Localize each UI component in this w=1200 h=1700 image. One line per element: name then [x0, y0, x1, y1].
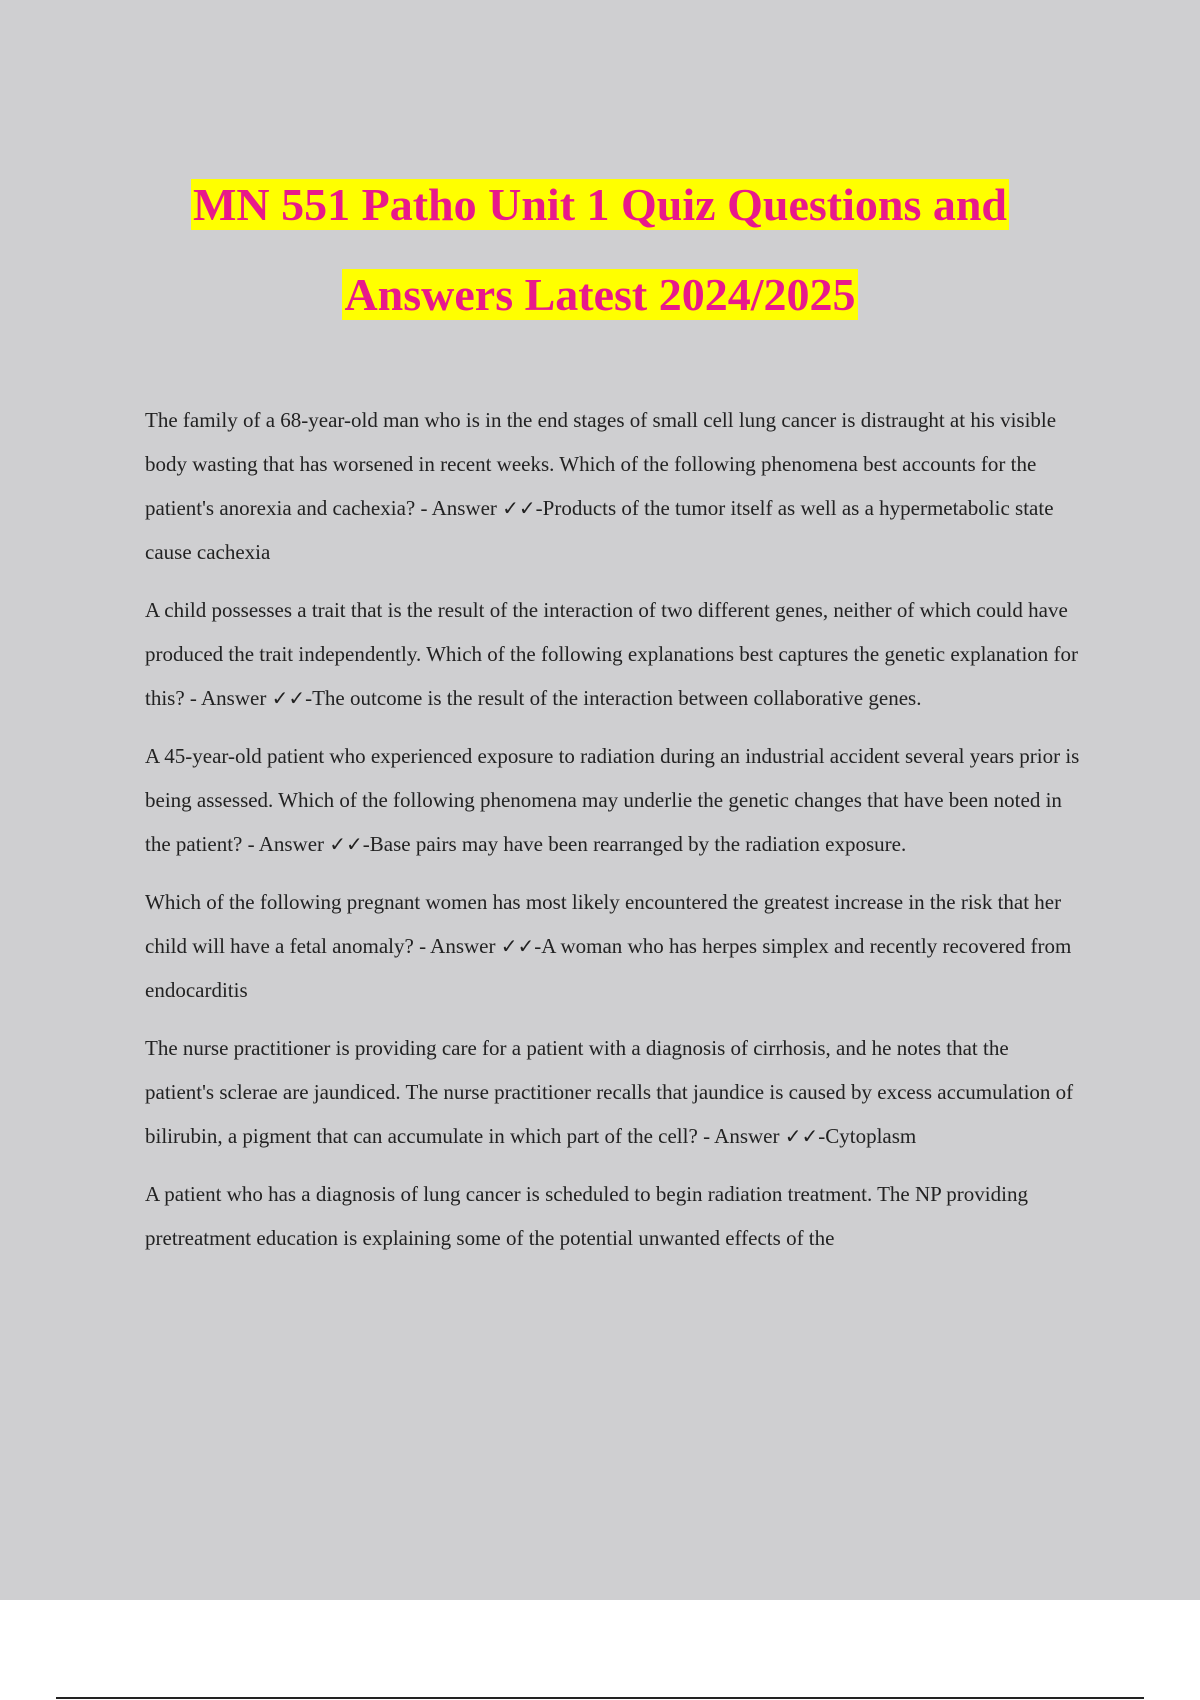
answer-text: -Base pairs may have been rearranged by the radiation exposure. — [362, 832, 907, 856]
answer-label: - Answer — [420, 496, 497, 520]
title-line-2: Answers Latest 2024/2025 — [344, 269, 856, 320]
check-icon: ✓✓ — [271, 686, 306, 710]
answer-text: -Cytoplasm — [818, 1124, 917, 1148]
qa-item-partial — [145, 1172, 1080, 1260]
answer-label: - Answer — [419, 934, 496, 958]
footer-divider — [56, 1697, 1144, 1699]
answer-label: - Answer — [703, 1124, 780, 1148]
qa-item — [145, 398, 1080, 574]
answer-text: -A woman who has herpes simplex and recently recovered from endocarditis — [145, 934, 1072, 1002]
question-text: A 45-year-old patient who experienced exposure to radiation during an industrial accident several years prior is being assessed. Which of the following phenomena may underlie the genetic changes that have been noted in the patient? — [145, 744, 1080, 856]
title-block — [0, 160, 1200, 340]
check-icon: ✓✓ — [784, 1124, 819, 1148]
question-text: A patient who has a diagnosis of lung cancer is scheduled to begin radiation treatment. The NP providing pretreatment education is explaining some of the potential unwanted effects of the — [145, 1182, 1028, 1250]
qa-item — [145, 734, 1080, 866]
check-icon: ✓✓ — [502, 496, 536, 520]
document-title — [0, 160, 1200, 340]
answer-text: -Products of the tumor itself as well as a hypermetabolic state cause cachexia — [145, 496, 1054, 564]
answer-text: -The outcome is the result of the interaction between collaborative genes. — [305, 686, 922, 710]
qa-item — [145, 880, 1080, 1012]
question-text: Which of the following pregnant women has most likely encountered the greatest increase in the risk that her child will have a fetal anomaly? — [145, 890, 1062, 958]
check-icon: ✓✓ — [500, 934, 535, 958]
check-icon: ✓✓ — [329, 832, 363, 856]
qa-item — [145, 588, 1080, 720]
title-line-1: MN 551 Patho Unit 1 Quiz Questions and — [192, 179, 1008, 230]
qa-list — [145, 398, 1080, 1274]
question-text: The nurse practitioner is providing care for a patient with a diagnosis of cirrhosis, and he notes that the patient's sclerae are jaundiced. The nurse practitioner recalls that jaundice is caused by excess accumulation of bilirubin, a pigment that can accumulate in which part of the cell? — [145, 1036, 1074, 1148]
question-text: The family of a 68-year-old man who is in the end stages of small cell lung cancer is distraught at his visible body wasting that has worsened in recent weeks. Which of the following phenomena best accounts for the patient's anorexia and cachexia? — [145, 408, 1057, 520]
answer-label: - Answer — [189, 686, 267, 710]
answer-label: - Answer — [247, 832, 325, 856]
qa-item — [145, 1026, 1080, 1158]
question-text: A child possesses a trait that is the result of the interaction of two different genes, neither of which could have produced the trait independently. Which of the following explanations best captures the genetic explanation for this? — [145, 598, 1079, 710]
